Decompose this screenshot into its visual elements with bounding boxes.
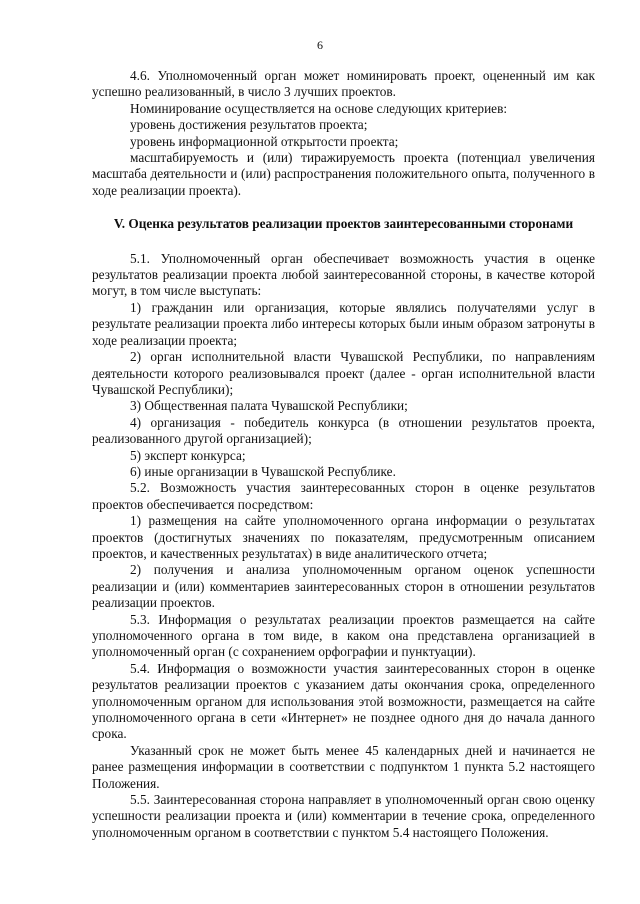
list-item-5-1-3: 3) Общественная палата Чувашской Республики; — [130, 398, 408, 414]
paragraph-5-4-term: Указанный срок не может быть менее 45 календарных дней и начинается не ранее размещения информации в соответствии с подпунктом 1 пункта 5.2 настоящего Положения. — [92, 742, 595, 791]
criterion-scalability: масштабируемость и (или) тиражируемость проекта (потенциал увеличения масштаба деятельности и (или) распространения положительного опыта, полученного в ходе реализации проекта). — [92, 150, 595, 198]
section-heading-v: V. Оценка результатов реализации проектов заинтересованными сторонами — [113, 216, 574, 232]
paragraph-5-5: 5.5. Заинтересованная сторона направляет в уполномоченный орган свою оценку успешности реализации проекта и (или) комментарии в течение срока, определенного уполномоченным органом в соответствии с пунктом 5.4 настоящего Положения. — [92, 792, 595, 840]
criterion-openness: уровень информационной открытости проекта; — [130, 133, 399, 149]
paragraph-5-1: 5.1. Уполномоченный орган обеспечивает возможность участия в оценке результатов реализации проекта любой заинтересованной стороны, в качестве которой могут, в том числе выступать: — [92, 250, 595, 299]
paragraph-criteria-intro: Номинирование осуществляется на основе следующих критериев: — [130, 100, 508, 116]
page-number: 6 — [317, 38, 323, 52]
list-item-5-1-4: 4) организация - победитель конкурса (в отношении результатов проекта, реализованного другой организацией); — [92, 414, 595, 447]
list-item-5-1-5: 5) эксперт конкурса; — [130, 447, 246, 463]
list-item-5-1-6: 6) иные организации в Чувашской Республике. — [130, 463, 396, 479]
list-item-5-2-2: 2) получения и анализа уполномоченным органом оценок успешности реализации и (или) комментариев заинтересованных сторон в отношении результатов реализации проектов. — [92, 562, 595, 611]
paragraph-4-6: 4.6. Уполномоченный орган может номинировать проект, оцененный им как успешно реализованный, в число 3 лучших проектов. — [92, 68, 595, 100]
list-item-5-2-1: 1) размещения на сайте уполномоченного органа информации о результатах проектов (достигнутых значениях по показателям, предусмотренным описанием проектов, и качественных результатах) в виде аналитического отчета; — [92, 513, 595, 561]
paragraph-5-2: 5.2. Возможность участия заинтересованных сторон в оценке результатов проектов обеспечивается посредством: — [92, 480, 595, 512]
paragraph-5-4: 5.4. Информация о возможности участия заинтересованных сторон в оценке результатов реализации проектов с указанием даты окончания срока, определенного уполномоченным органом для использования этой возможности, размещается на сайте уполномоченного органа в сети «Интернет» не позднее одного дня до начала данного срока. — [92, 660, 595, 742]
paragraph-5-3: 5.3. Информация о результатах реализации проектов размещается на сайте уполномоченного органа в том виде, в каком она представлена организацией в уполномоченный орган (с сохранением орфографии и пунктуации). — [92, 611, 595, 660]
criterion-results: уровень достижения результатов проекта; — [130, 117, 368, 133]
list-item-5-1-1: 1) гражданин или организация, которые являлись получателями услуг в результате реализации проекта либо интересы которых были иным образом затронуты в ходе реализации проекта; — [92, 299, 595, 348]
document-body — [92, 68, 595, 841]
list-item-5-1-2: 2) орган исполнительной власти Чувашской Республики, по направлениям деятельности которого реализовывался проект (далее - орган исполнительной власти Чувашской Республики); — [92, 349, 595, 397]
